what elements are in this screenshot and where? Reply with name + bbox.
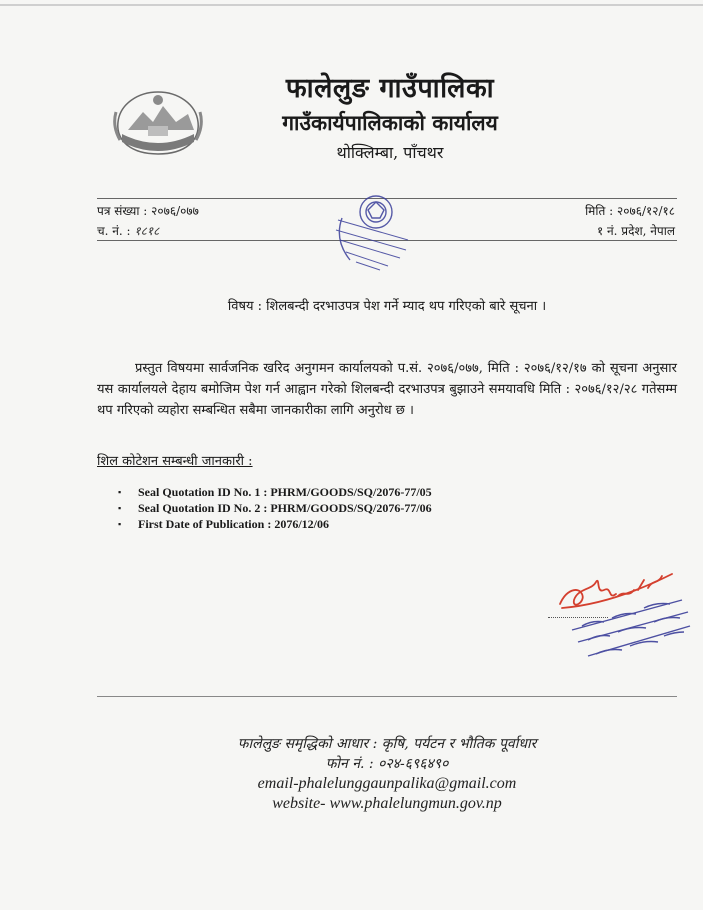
dispatch-number: १८१८ (134, 224, 160, 238)
footer-phone: फोन नं. : ०२४-६९६४९० (325, 756, 449, 772)
office-name: गाउँकार्यपालिकाको कार्यालय (282, 110, 498, 135)
dispatch-number-row (97, 221, 199, 241)
dispatch-label: च. नं. : (97, 224, 131, 238)
letter-date: मिति : २०७६/१२/१८ (585, 204, 675, 218)
letterhead (230, 68, 550, 163)
quotation-list (118, 484, 432, 532)
reference-right (585, 201, 675, 241)
footer (97, 734, 677, 814)
list-item: ▪ Seal Quotation ID No. 2 : PHRM/GOODS/SQ/2076-77/06 (118, 500, 432, 516)
body-paragraph: प्रस्तुत विषयमा सार्वजनिक खरिद अनुगमन कार्यालयको प.सं. २०७६/०७७, मिति : २०७६/१२/१७ को सूचना अनुसार यस कार्यालयले देहाय बमोजिम पेश गर्न आह्वान गरेको शिलबन्दी दरभाउपत्र बुझाउने समयावधि मिति : २०७६/१२/२८ गतेसम्म थप गरिएको व्यहोरा सम्बन्धित सबैमा जानकारीका लागि अनुरोध छ । (97, 361, 677, 418)
reference-left (97, 201, 199, 241)
signature-line (548, 617, 608, 618)
footer-email: email-phalelunggaunpalika@gmail.com (257, 775, 517, 792)
municipality-name: फालेलुङ गाउँपालिका (285, 73, 495, 104)
signature-stamp-icon (552, 560, 692, 670)
footer-rule (97, 696, 677, 697)
letter-number: पत्र संख्या : २०७६/०७७ (97, 204, 199, 218)
footer-tagline: फालेलुङ समृद्धिको आधार : कृषि, पर्यटन र भौतिक पूर्वाधार (237, 736, 537, 752)
footer-website: website- www.phalelungmun.gov.np (272, 795, 502, 812)
scan-edge (0, 4, 703, 6)
list-item: ▪ Seal Quotation ID No. 1 : PHRM/GOODS/SQ/2076-77/05 (118, 484, 432, 500)
list-item: ▪ First Date of Publication : 2076/12/06 (118, 516, 432, 532)
subject-line: विषय : शिलबन्दी दरभाउपत्र पेश गर्ने म्याद थप गरिएको बारे सूचना । (227, 299, 547, 314)
office-stamp-icon (330, 190, 416, 280)
nepal-emblem-icon (108, 82, 208, 162)
info-heading: शिल कोटेशन सम्बन्धी जानकारी : (97, 454, 253, 469)
province: १ नं. प्रदेश, नेपाल (596, 224, 675, 238)
office-location: थोक्लिम्बा, पाँचथर (336, 143, 444, 162)
